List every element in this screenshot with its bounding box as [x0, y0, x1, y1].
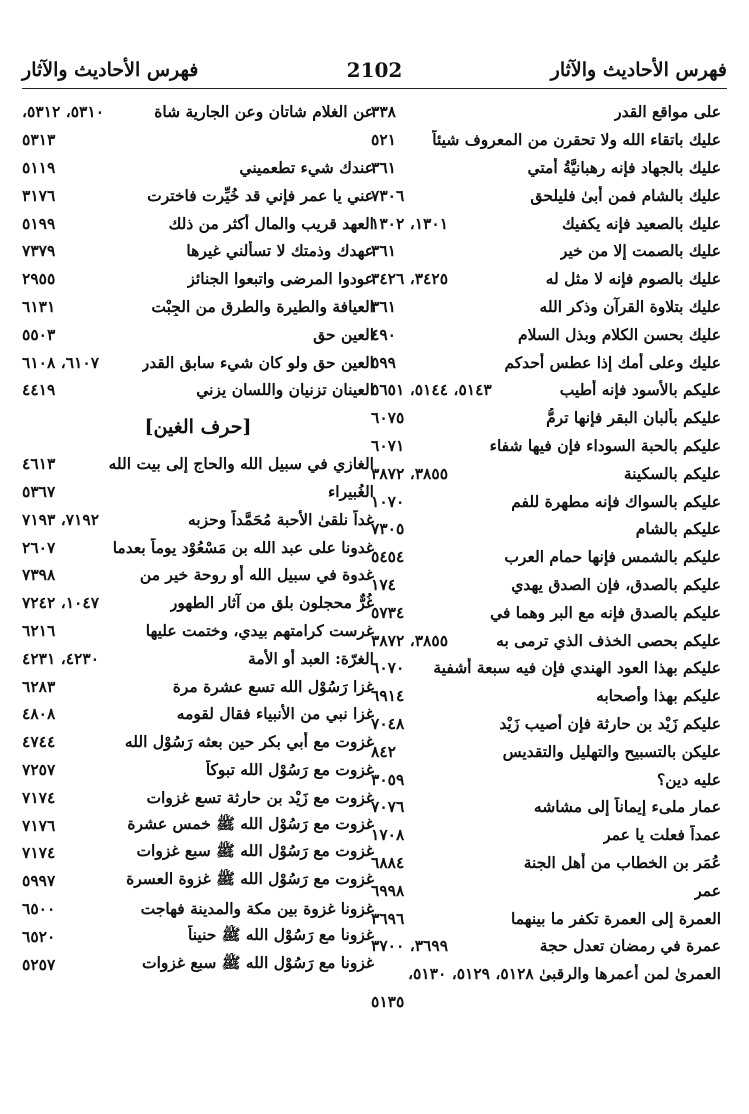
entry-refs: ٤٤١٩	[22, 380, 56, 400]
entry-refs: ٥٧٣٤	[371, 602, 405, 622]
entry-text: عودوا المرضى واتبعوا الجنائز	[187, 269, 374, 289]
index-entry	[22, 867, 374, 895]
index-entry	[22, 376, 374, 404]
index-entry	[371, 598, 721, 626]
index-entry	[22, 209, 374, 237]
entry-text: عليكم بالحبة السوداء فإن فيها شفاء	[489, 435, 721, 455]
entry-refs: ٦٥٠٠	[22, 898, 56, 918]
entry-text: غدونا على عبد الله بن مَسْعُوْد يوماً بعدما	[112, 537, 374, 557]
entry-refs: ٧٢٥٧	[22, 759, 56, 779]
entry-refs: ٣٦٩٦	[371, 908, 405, 928]
entry-refs: ١٧٤	[371, 574, 396, 594]
entry-text: عمار ملىء إيماناً إلى مشاشه	[533, 797, 721, 817]
entry-text: عليكم بهذا العود الهندي فإن فيه سبعة أشفية	[433, 658, 721, 678]
entry-text: غداً نلقىٰ الأحبة مُحَمَّداً وحزبه	[187, 509, 374, 529]
entry-text: العينان تزنيان واللسان يزني	[196, 380, 374, 400]
entry-text: غزوت مع رَسُوْل الله ﷺ غزوة العسرة	[126, 869, 374, 889]
entry-text: عليكم بالصدق، فإن الصدق يهدي	[511, 574, 721, 594]
header-title-right: فهرس الأحاديث والآثار	[550, 59, 727, 81]
entry-refs: ٧٣٩٨	[22, 565, 56, 585]
index-entry	[371, 737, 721, 765]
entry-text: عمداً فعلت يا عمر	[603, 825, 721, 845]
entry-text: عُمَر بن الخطاب من أهل الجنة	[523, 852, 721, 872]
index-entry	[22, 154, 374, 182]
entry-text: عليك باتقاء الله ولا تحقرن من المعروف شيئاً	[432, 130, 721, 150]
entry-refs: ٦٠٧٥	[371, 408, 405, 428]
entry-refs: ٥١١٩	[22, 157, 56, 177]
entry-text: غزوت مع أبي بكر حين بعثه رَسُوْل الله	[124, 732, 374, 752]
entry-text: العين حق	[313, 324, 374, 344]
entry-text: عمر	[694, 880, 721, 900]
index-entry	[371, 459, 721, 487]
index-entry	[22, 811, 374, 839]
index-entry	[371, 960, 721, 988]
index-entry	[371, 293, 721, 321]
index-entry	[371, 348, 721, 376]
entry-refs: ٧١٧٤	[22, 787, 56, 807]
index-entry	[22, 533, 374, 561]
index-entry	[371, 626, 721, 654]
entry-refs: ٧٠٤٨	[371, 713, 405, 733]
index-entry	[371, 154, 721, 182]
entry-refs: ٣٦١	[371, 296, 396, 316]
entry-text: عليكم زَيْد بن حارثة فإن أصيب زَيْد	[499, 713, 721, 733]
entry-text: عليك بتلاوة القرآن وذكر الله	[539, 296, 721, 316]
entry-refs: ٧١٩٢، ٧١٩٣	[22, 509, 100, 529]
index-entry	[22, 783, 374, 811]
index-entry	[22, 320, 374, 348]
index-entry	[22, 700, 374, 728]
page-number: 2102	[346, 58, 403, 82]
entry-refs: ٥١٩٩	[22, 213, 56, 233]
index-entry	[371, 682, 721, 710]
entry-refs: ٧١٧٦	[22, 815, 56, 835]
index-entry	[371, 849, 721, 877]
entry-text: غزونا غزوة بين مكة والمدينة فهاجت	[140, 898, 374, 918]
index-entry	[371, 432, 721, 460]
index-entry	[22, 922, 374, 950]
entry-refs: ٥٣٦٧	[22, 481, 56, 501]
entry-text: العهد قريب والمال أكثر من ذلك	[168, 213, 374, 233]
index-entry	[22, 617, 374, 645]
entry-refs: ٣٦١	[371, 241, 396, 261]
entry-refs: ٦٠٧٠	[371, 658, 405, 678]
entry-refs: ٧١٧٤	[22, 843, 56, 863]
index-entry	[22, 478, 374, 506]
entry-refs: ٥١٣٥	[371, 991, 405, 1011]
entry-text: عليك بالصمت إلا من خير	[559, 241, 721, 261]
index-entry	[22, 589, 374, 617]
entry-refs: ٥٥٠٣	[22, 324, 56, 344]
entry-refs: ٥٣١٠، ٥٣١٢،	[22, 102, 105, 122]
entry-text: غزوت مع رَسُوْل الله تبوكاً	[205, 759, 374, 779]
entry-refs: ٦٢٨٣	[22, 676, 56, 696]
index-entry	[22, 348, 374, 376]
section-heading: [حرف الغين]	[144, 415, 252, 438]
index-entry	[371, 404, 721, 432]
right-column	[371, 98, 721, 1015]
entry-text: غرست كرامتهم بيدي، وختمت عليها	[145, 620, 374, 640]
entry-refs: ١٧٠٨	[371, 825, 405, 845]
entry-refs: ٦٩١٤	[371, 686, 405, 706]
index-entry	[371, 821, 721, 849]
entry-refs: ٨٤٢	[371, 741, 396, 761]
entry-refs: ٦٢١٦	[22, 620, 56, 640]
entry-text: غزا نبي من الأنبياء فقال لقومه	[176, 704, 374, 724]
entry-refs: ٤٨٠٨	[22, 704, 56, 724]
index-entry	[371, 376, 721, 404]
entry-text: العين حق ولو كان شيء سابق القدر	[141, 352, 374, 372]
entry-text: عني يا عمر فإني قد خُيِّرت فاخترت	[147, 185, 374, 205]
index-entry	[371, 988, 721, 1016]
entry-refs: ٦٨٨٤	[371, 852, 405, 872]
entry-text: عليك بالجهاد فإنه رهبانيَّةُ أمتي	[527, 157, 721, 177]
entry-refs: ٧٣٧٩	[22, 241, 56, 261]
entry-refs: ٥٩٩	[371, 352, 396, 372]
entry-refs: ٢٩٥٥	[22, 269, 56, 289]
entry-text: عهدك وذمتك لا تسألني غيرها	[186, 241, 374, 261]
header-divider	[22, 88, 727, 89]
entry-text: عليكم بالصدق فإنه مع البر وهما في	[490, 602, 721, 622]
entry-refs: ٥٢١	[371, 130, 396, 150]
entry-refs: ٧٠٧٦	[371, 797, 405, 817]
entry-text: عليكم بالشام	[635, 519, 721, 539]
index-entry	[371, 710, 721, 738]
index-entry	[371, 181, 721, 209]
entry-text: عليكم بالسواك فإنه مطهرة للفم	[511, 491, 721, 511]
index-entry	[371, 765, 721, 793]
index-entry	[22, 98, 374, 126]
entry-text: عليكم بألبان البقر فإنها ترمُّ	[546, 408, 721, 428]
index-entry	[22, 672, 374, 700]
entry-text: عليكم بهذا وأصحابه	[596, 686, 721, 706]
entry-refs: ٥١٤٣، ٥١٤٤، ٥٦٥١	[371, 380, 492, 400]
index-entry	[22, 644, 374, 672]
entry-text: عليك بالشام فمن أبىٰ فليلحق	[530, 185, 721, 205]
entry-refs: ٣٦٩٩، ٣٧٠٠	[371, 936, 449, 956]
entry-text: الغرّة: العبد أو الأمة	[248, 648, 374, 668]
entry-text: العمرة إلى العمرة تكفر ما بينهما	[511, 908, 721, 928]
page-header	[22, 52, 727, 88]
entry-text: غزونا مع رَسُوْل الله ﷺ حنيناً	[188, 924, 374, 944]
entry-text: غُرٌّ محجلون بلق من آثار الطهور	[169, 593, 374, 613]
index-entry	[371, 876, 721, 904]
entry-refs: ٥٤٥٤	[371, 547, 405, 567]
index-entry	[371, 932, 721, 960]
index-entry	[371, 126, 721, 154]
index-entry	[371, 320, 721, 348]
index-entry	[22, 181, 374, 209]
entry-text: غزوت مع رَسُوْل الله ﷺ خمس عشرة	[127, 813, 374, 833]
entry-refs: ٤٦١٣	[22, 454, 56, 474]
index-entry	[22, 450, 374, 478]
entry-text: عليك وعلى أمك إذا عطس أحدكم	[504, 352, 721, 372]
entry-text: عليكم بالسكينة	[623, 463, 721, 483]
entry-refs: ٣١٧٦	[22, 185, 56, 205]
entry-text: على مواقع القدر	[614, 102, 721, 122]
entry-refs: ٥٢٥٧	[22, 954, 56, 974]
index-entry	[22, 895, 374, 923]
entry-text: غدوة في سبيل الله أو روحة خير من	[139, 565, 374, 585]
index-entry	[22, 237, 374, 265]
entry-refs: ١٣٠١، ١٣٠٢	[371, 213, 449, 233]
index-entry	[22, 126, 374, 154]
entry-refs: ٣٨٥٥، ٣٨٧٢	[371, 630, 449, 650]
entry-refs: ٧٣٠٦	[371, 185, 405, 205]
entry-text: غزونا مع رَسُوْل الله ﷺ سبع غزوات	[141, 952, 374, 972]
index-entry	[22, 756, 374, 784]
index-entry	[22, 839, 374, 867]
index-entry	[371, 487, 721, 515]
left-column	[22, 98, 374, 978]
entry-refs: ٦١٠٧، ٦١٠٨	[22, 352, 100, 372]
index-entry	[371, 265, 721, 293]
index-entry	[371, 98, 721, 126]
index-entry	[22, 265, 374, 293]
entry-text: الغازي في سبيل الله والحاج إلى بيت الله	[108, 454, 374, 474]
index-entry	[22, 505, 374, 533]
entry-text: العمرىٰ لمن أعمرها والرقبىٰ ٥١٢٨، ٥١٢٩، ٥١٣٠،	[407, 964, 721, 984]
entry-refs: ٦٠٧١	[371, 435, 405, 455]
entry-refs: ٧٣٠٥	[371, 519, 405, 539]
header-title-left: فهرس الأحاديث والآثار	[22, 59, 199, 81]
index-entry	[371, 571, 721, 599]
entry-text: عليكم بالشمس فإنها حمام العرب	[504, 547, 721, 567]
index-entry	[22, 728, 374, 756]
entry-text: غزوت مع زَيْد بن حارثة تسع غزوات	[146, 787, 374, 807]
entry-refs: ١٠٧٠	[371, 491, 405, 511]
entry-text: العيافة والطيرة والطرق من الجِبْت	[151, 296, 374, 316]
index-entry	[371, 237, 721, 265]
index-entry	[371, 515, 721, 543]
index-entry	[22, 293, 374, 321]
entry-text: غزوت مع رَسُوْل الله ﷺ سبع غزوات	[136, 841, 374, 861]
entry-refs: ٣٣٨	[371, 102, 396, 122]
entry-text: عليك بالصوم فإنه لا مثل له	[545, 269, 721, 289]
index-entry	[371, 904, 721, 932]
entry-text: غزا رَسُوْل الله تسع عشرة مرة	[172, 676, 374, 696]
entry-refs: ٣٤٢٥، ٣٤٢٦	[371, 269, 449, 289]
index-entry	[371, 793, 721, 821]
entry-text: عليكم بالأسود فإنه أطيب	[559, 380, 721, 400]
entry-refs: ٤٩٠	[371, 324, 396, 344]
entry-refs: ٥٩٩٧	[22, 871, 56, 891]
entry-refs: ٤٢٣٠، ٤٢٣١	[22, 648, 100, 668]
entry-text: عن الغلام شاتان وعن الجارية شاة	[154, 102, 374, 122]
entry-refs: ٦١٣١	[22, 296, 56, 316]
index-entry	[371, 654, 721, 682]
entry-text: عليك بالصعيد فإنه يكفيك	[561, 213, 721, 233]
entry-refs: ٦٥٢٠	[22, 926, 56, 946]
entry-refs: ٥٣١٣	[22, 130, 56, 150]
entry-text: عليك بحسن الكلام وبذل السلام	[518, 324, 721, 344]
entry-refs: ٢٦٠٧	[22, 537, 56, 557]
index-entry	[22, 950, 374, 978]
entry-text: عندك شيء تطعميني	[239, 157, 374, 177]
entry-refs: ١٠٤٧، ٧٢٤٢	[22, 593, 100, 613]
entry-refs: ٤٧٤٤	[22, 732, 56, 752]
index-entry	[371, 543, 721, 571]
entry-refs: ٣٦١	[371, 157, 396, 177]
entry-text: عليكم بحصى الخذف الذي ترمى به	[496, 630, 721, 650]
entry-text: الغُبيراء	[327, 481, 374, 501]
entry-text: عليكن بالتسبيح والتهليل والتقديس	[502, 741, 721, 761]
entry-refs: ٣٨٥٥، ٣٨٧٢	[371, 463, 449, 483]
entry-refs: ٦٩٩٨	[371, 880, 405, 900]
entry-refs: ٣٠٥٩	[371, 769, 405, 789]
entry-text: عليه دين؟	[656, 769, 721, 789]
index-entry	[22, 561, 374, 589]
index-entry	[371, 209, 721, 237]
entry-text: عمرة في رمضان تعدل حجة	[539, 936, 721, 956]
